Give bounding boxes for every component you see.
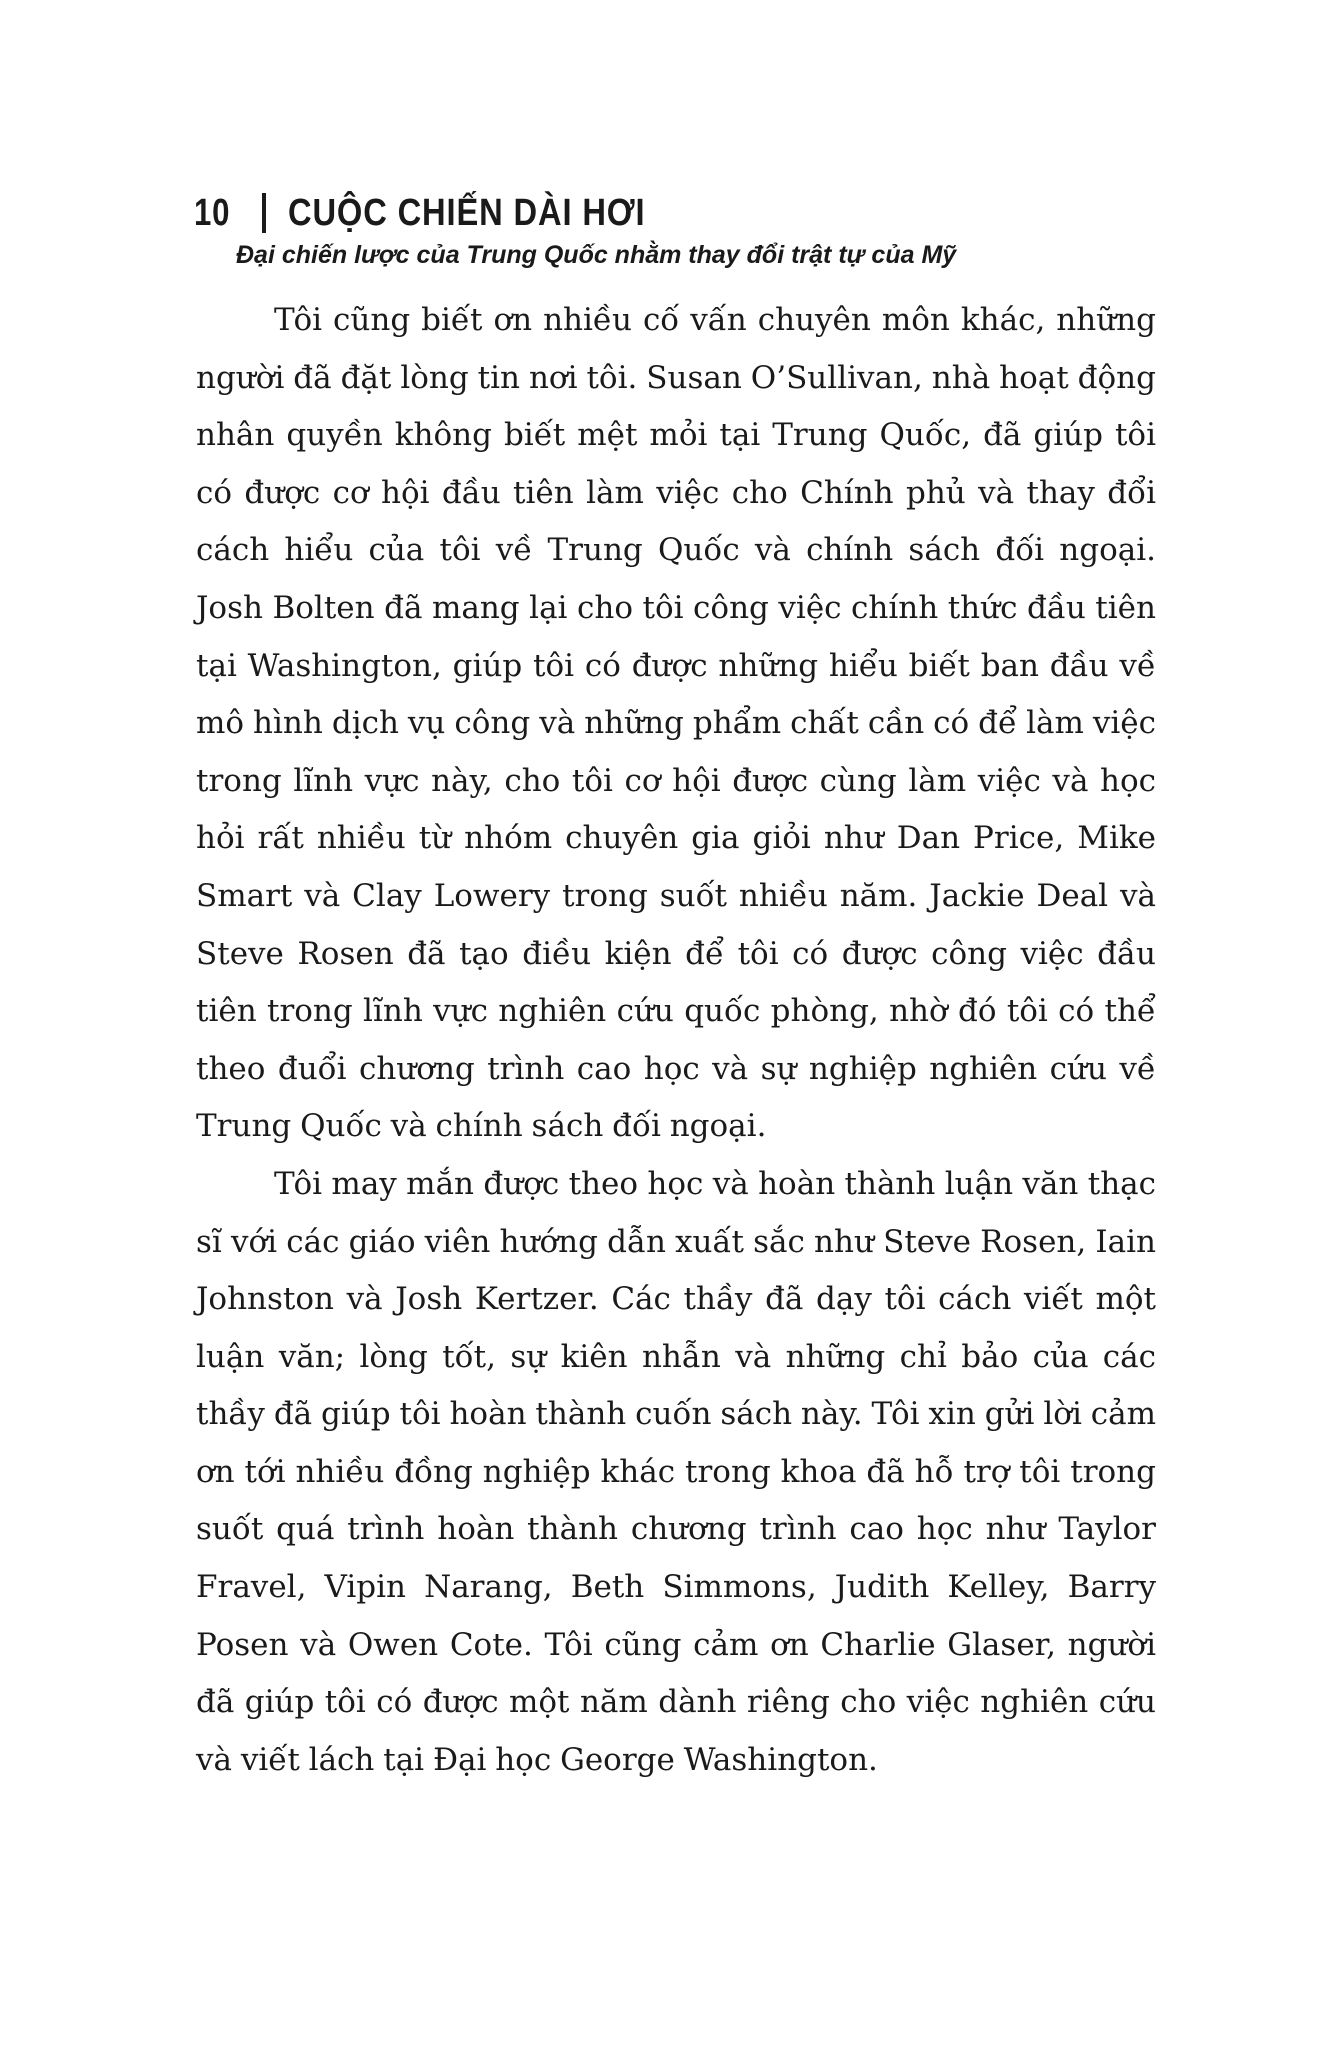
running-header [194, 188, 1154, 272]
paragraph: Tôi may mắn được theo học và hoàn thành luận văn thạc sĩ với các giáo viên hướng dẫn xuất sắc như Steve Rosen, Iain Johnston và Josh Kertzer. Các thầy đã dạy tôi cách viết một luận văn; lòng tốt, sự kiên nhẫn và những chỉ bảo của các thầy đã giúp tôi hoàn thành cuốn sách này. Tôi xin gửi lời cảm ơn tới nhiều đồng nghiệp khác trong khoa đã hỗ trợ tôi trong suốt quá trình hoàn thành chương trình cao học như Taylor Fravel, Vipin Narang, Beth Simmons, Judith Kelley, Barry Posen và Owen Cote. Tôi cũng cảm ơn Charlie Glaser, người đã giúp tôi có được một năm dành riêng cho việc nghiên cứu và viết lách tại Đại học George Washington. [196, 1165, 1156, 1778]
header-divider [262, 193, 266, 233]
header-row [194, 188, 1154, 238]
body-text [196, 292, 1156, 1789]
paragraph: Tôi cũng biết ơn nhiều cố vấn chuyên môn khác, những người đã đặt lòng tin nơi tôi. Susan O’Sullivan, nhà hoạt động nhân quyền không biết mệt mỏi tại Trung Quốc, đã giúp tôi có được cơ hội đầu tiên làm việc cho Chính phủ và thay đổi cách hiểu của tôi về Trung Quốc và chính sách đối ngoại. Josh Bolten đã mang lại cho tôi công việc chính thức đầu tiên tại Washington, giúp tôi có được những hiểu biết ban đầu về mô hình dịch vụ công và những phẩm chất cần có để làm việc trong lĩnh vực này, cho tôi cơ hội được cùng làm việc và học hỏi rất nhiều từ nhóm chuyên gia giỏi như Dan Price, Mike Smart và Clay Lowery trong suốt nhiều năm. Jackie Deal và Steve Rosen đã tạo điều kiện để tôi có được công việc đầu tiên trong lĩnh vực nghiên cứu quốc phòng, nhờ đó tôi có thể theo đuổi chương trình cao học và sự nghiệp nghiên cứu về Trung Quốc và chính sách đối ngoại. [196, 302, 1156, 1145]
book-subtitle: Đại chiến lược của Trung Quốc nhằm thay đổi trật tự của Mỹ [236, 241, 957, 269]
book-title: CUỘC CHIẾN DÀI HƠI [288, 192, 646, 234]
page-number: 10 [194, 192, 231, 234]
